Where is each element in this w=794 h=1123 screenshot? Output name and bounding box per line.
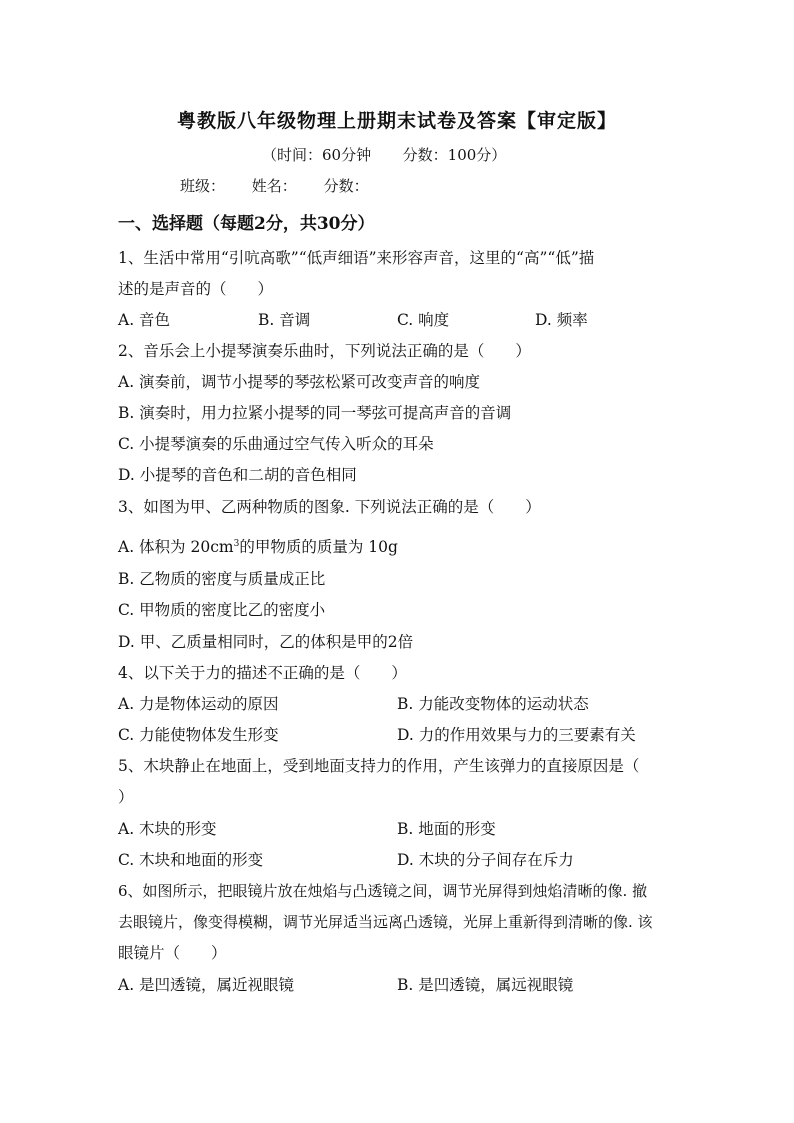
q6-option-a: A. 是凹透镜，属近视眼镜 xyxy=(118,976,295,994)
q5-option-d: D. 木块的分子间存在斥力 xyxy=(397,851,574,869)
name-label: 姓名： xyxy=(251,177,297,195)
q5-option-c: C. 木块和地面的形变 xyxy=(118,851,264,869)
exam-time: （时间：60分钟 xyxy=(262,146,372,164)
q6-stem-line1: 6、如图所示，把眼镜片放在烛焰与凸透镜之间，调节光屏得到烛焰清晰的像. 撤 xyxy=(118,882,648,900)
q3-option-a-pre: A. 体积为 20cm xyxy=(118,538,234,557)
q4-option-c: C. 力能使物体发生形变 xyxy=(118,726,279,744)
q4-option-b: B. 力能改变物体的运动状态 xyxy=(397,695,589,713)
section-heading: 一、选择题（每题2分，共30分） xyxy=(118,214,375,234)
q5-stem-line2: ） xyxy=(118,788,134,806)
page-title: 粤教版八年级物理上册期末试卷及答案【审定版】 xyxy=(176,110,617,132)
q5-option-b: B. 地面的形变 xyxy=(397,820,496,838)
q4-option-d: D. 力的作用效果与力的三要素有关 xyxy=(397,726,636,744)
q6-stem-line2: 去眼镜片，像变得模糊，调节光屏适当远离凸透镜，光屏上重新得到清晰的像. 该 xyxy=(118,913,653,931)
q1-option-c: C. 响度 xyxy=(397,311,450,329)
exam-meta xyxy=(262,144,506,165)
q2-option-a: A. 演奏前，调节小提琴的琴弦松紧可改变声音的响度 xyxy=(118,373,481,391)
q1-stem-line1: 1、生活中常用“引吭高歌”“低声细语”来形容声音，这里的“高”“低”描 xyxy=(118,249,595,267)
q3-option-d: D. 甲、乙质量相同时，乙的体积是甲的2倍 xyxy=(118,633,414,651)
q2-stem: 2、音乐会上小提琴演奏乐曲时，下列说法正确的是（ ） xyxy=(118,342,531,360)
q6-option-b: B. 是凹透镜，属远视眼镜 xyxy=(397,976,574,994)
q3-option-b: B. 乙物质的密度与质量成正比 xyxy=(118,570,326,588)
q4-option-a: A. 力是物体运动的原因 xyxy=(118,695,279,713)
q3-option-a xyxy=(118,534,398,557)
q2-option-d: D. 小提琴的音色和二胡的音色相同 xyxy=(118,466,357,484)
score-label: 分数： xyxy=(323,177,369,195)
q3-option-a-post: 的甲物质的质量为 10g xyxy=(239,538,398,557)
q2-option-b: B. 演奏时，用力拉紧小提琴的同一琴弦可提高声音的音调 xyxy=(118,404,512,422)
student-info-line xyxy=(180,175,391,196)
q5-stem-line1: 5、木块静止在地面上，受到地面支持力的作用，产生该弹力的直接原因是（ xyxy=(118,757,640,775)
q6-stem-line3: 眼镜片（ ） xyxy=(118,944,227,962)
q3-option-a-sup: 3 xyxy=(233,539,240,549)
exam-total-score: 分数：100分） xyxy=(402,146,507,164)
q3-stem: 3、如图为甲、乙两种物质的图象. 下列说法正确的是（ ） xyxy=(118,498,541,516)
q1-option-a: A. 音色 xyxy=(118,311,171,329)
q3-option-c: C. 甲物质的密度比乙的密度小 xyxy=(118,601,326,619)
q1-option-d: D. 频率 xyxy=(535,311,588,329)
class-label: 班级： xyxy=(180,177,226,195)
q5-option-a: A. 木块的形变 xyxy=(118,820,217,838)
q1-option-b: B. 音调 xyxy=(258,311,311,329)
q1-stem-line2: 述的是声音的（ ） xyxy=(118,280,274,298)
q4-stem: 4、以下关于力的描述不正确的是（ ） xyxy=(118,664,407,682)
q2-option-c: C. 小提琴演奏的乐曲通过空气传入听众的耳朵 xyxy=(118,435,434,453)
